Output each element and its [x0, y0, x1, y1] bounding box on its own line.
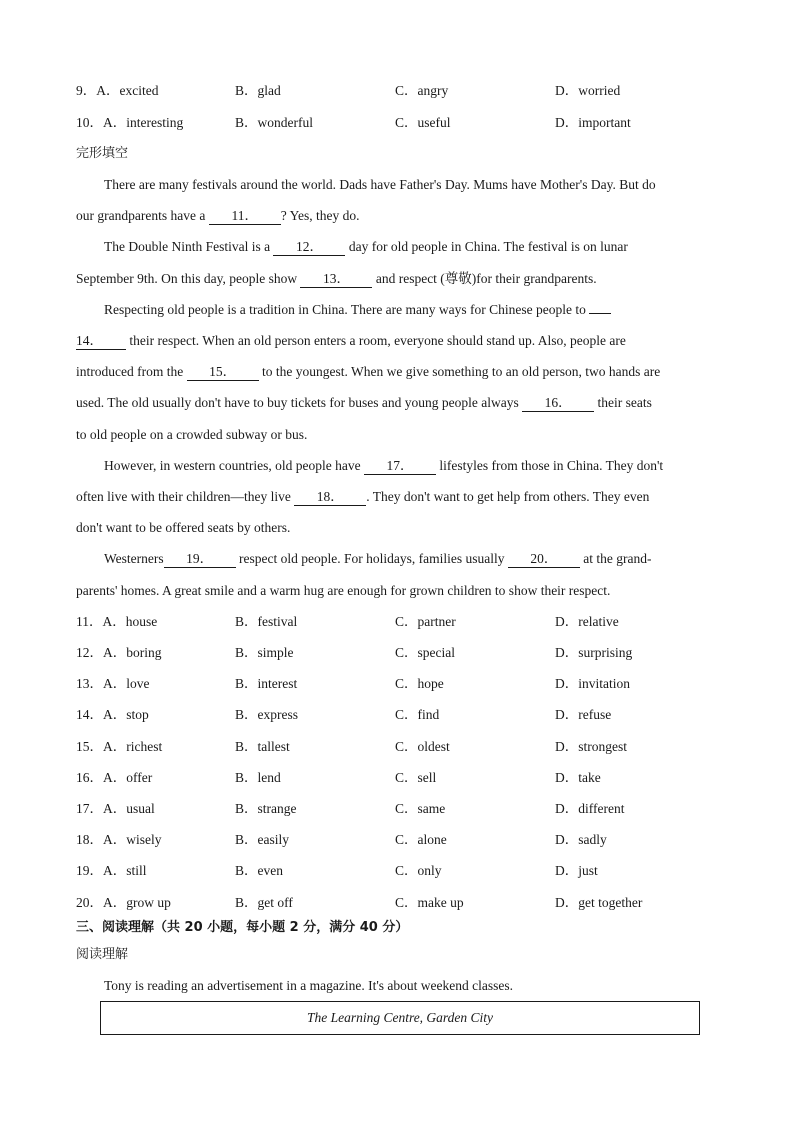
passage-line: Respecting old people is a tradition in China. There are many ways for Chinese people to [104, 300, 744, 320]
reading-section-heading: 三、阅读理解（共 20 小题，每小题 2 分，满分 40 分） [76, 920, 409, 935]
option-a[interactable]: 19．A．still [76, 863, 147, 878]
passage-line: 14． their respect. When an old person enters a room, everyone should stand up. Also, people are [76, 333, 626, 348]
option-c[interactable]: C．make up [395, 895, 464, 910]
ad-title: The Learning Centre, Garden City [306, 1010, 494, 1025]
option-a[interactable]: 11．A．house [76, 614, 158, 629]
option-b[interactable]: B．simple [235, 645, 294, 660]
option-d[interactable]: D．relative [555, 614, 619, 629]
option-b[interactable]: B．get off [235, 895, 293, 910]
question-11-options [76, 612, 716, 632]
passage-line: Westerners 19． respect old people. For holidays, families usually 20． at the grand- [104, 551, 652, 566]
question-17-options [76, 799, 716, 819]
option-b[interactable]: B．lend [235, 770, 281, 785]
question-19-options [76, 861, 716, 881]
cloze-title: 完形填空 [76, 146, 129, 161]
option-c[interactable]: C．same [395, 801, 446, 816]
question-13-options [76, 674, 716, 694]
option-c[interactable]: C．useful [395, 115, 451, 130]
option-b[interactable]: B．interest [235, 676, 298, 691]
question-9-options [76, 81, 716, 101]
blank-12[interactable]: 12． [273, 239, 345, 256]
option-c[interactable]: C．special [395, 645, 455, 660]
blank-20[interactable]: 20． [508, 551, 580, 568]
reading-title: 阅读理解 [76, 947, 129, 962]
option-a[interactable]: 12．A．boring [76, 645, 162, 660]
option-b[interactable]: B．express [235, 707, 298, 722]
option-b[interactable]: B．tallest [235, 739, 290, 754]
option-a[interactable]: 16．A．offer [76, 770, 153, 785]
option-b[interactable]: B．strange [235, 801, 297, 816]
option-d[interactable]: D．refuse [555, 707, 612, 722]
option-b[interactable]: B．festival [235, 614, 298, 629]
option-d[interactable]: D．worried [555, 83, 621, 98]
passage-line: introduced from the 15． to the youngest. When we give something to an old person, two hands are [76, 364, 661, 379]
option-c[interactable]: C．alone [395, 832, 447, 847]
option-a[interactable]: 17．A．usual [76, 801, 155, 816]
question-16-options [76, 768, 716, 788]
option-d[interactable]: D．invitation [555, 676, 630, 691]
option-d[interactable]: D．strongest [555, 739, 627, 754]
blank-17[interactable]: 17． [364, 458, 436, 475]
blank-19[interactable]: 19． [164, 551, 236, 568]
option-a[interactable]: 10．A．interesting [76, 115, 184, 130]
option-a[interactable]: 20．A．grow up [76, 895, 171, 910]
blank-11[interactable]: 11． [209, 208, 281, 225]
option-c[interactable]: C．sell [395, 770, 437, 785]
question-18-options [76, 830, 716, 850]
blank-16[interactable]: 16． [522, 395, 594, 412]
blank-14-start [589, 313, 611, 314]
passage-line: our grandparents have a 11． ? Yes, they do. [76, 208, 360, 223]
option-d[interactable]: D．get together [555, 895, 643, 910]
passage-line: September 9th. On this day, people show 13． and respect (尊敬)for their grandparents. [76, 271, 597, 286]
question-12-options [76, 643, 716, 663]
passage-line: don't want to be offered seats by others. [76, 520, 291, 535]
question-10-options [76, 113, 716, 133]
passage-line: parents' homes. A great smile and a warm hug are enough for grown children to show their respect. [76, 583, 611, 598]
blank-15[interactable]: 15． [187, 364, 259, 381]
option-c[interactable]: C．hope [395, 676, 444, 691]
question-14-options [76, 705, 716, 725]
option-d[interactable]: D．surprising [555, 645, 633, 660]
option-a[interactable]: 13．A．love [76, 676, 150, 691]
advertisement-header-box [100, 1001, 700, 1035]
option-a[interactable]: 9．A．excited [76, 83, 159, 98]
question-15-options [76, 737, 716, 757]
passage-line: used. The old usually don't have to buy tickets for buses and young people always 16． their seats [76, 395, 652, 410]
blank-18[interactable]: 18． [294, 489, 366, 506]
option-b[interactable]: B．easily [235, 832, 289, 847]
passage-line: The Double Ninth Festival is a 12． day for old people in China. The festival is on lunar [104, 239, 628, 254]
option-c[interactable]: C．oldest [395, 739, 450, 754]
question-20-options [76, 893, 716, 913]
option-c[interactable]: C．partner [395, 614, 456, 629]
option-d[interactable]: D．just [555, 863, 598, 878]
blank-13[interactable]: 13． [300, 271, 372, 288]
option-d[interactable]: D．important [555, 115, 631, 130]
option-d[interactable]: D．sadly [555, 832, 607, 847]
option-a[interactable]: 15．A．richest [76, 739, 163, 754]
option-b[interactable]: B．wonderful [235, 115, 313, 130]
passage-line: There are many festivals around the world. Dads have Father's Day. Mums have Mother's Day. But do [104, 177, 656, 192]
option-c[interactable]: C．angry [395, 83, 449, 98]
option-d[interactable]: D．different [555, 801, 625, 816]
option-a[interactable]: 18．A．wisely [76, 832, 162, 847]
reading-intro: Tony is reading an advertisement in a magazine. It's about weekend classes. [104, 978, 513, 993]
passage-line: However, in western countries, old people have 17． lifestyles from those in China. They don't [104, 458, 664, 473]
passage-line: often live with their children—they live 18． . They don't want to get help from others. They even [76, 489, 650, 504]
option-d[interactable]: D．take [555, 770, 601, 785]
option-b[interactable]: B．even [235, 863, 283, 878]
option-b[interactable]: B．glad [235, 83, 281, 98]
passage-line: to old people on a crowded subway or bus. [76, 427, 308, 442]
blank-14[interactable]: 14． [76, 333, 126, 350]
option-c[interactable]: C．find [395, 707, 440, 722]
option-c[interactable]: C．only [395, 863, 442, 878]
option-a[interactable]: 14．A．stop [76, 707, 149, 722]
